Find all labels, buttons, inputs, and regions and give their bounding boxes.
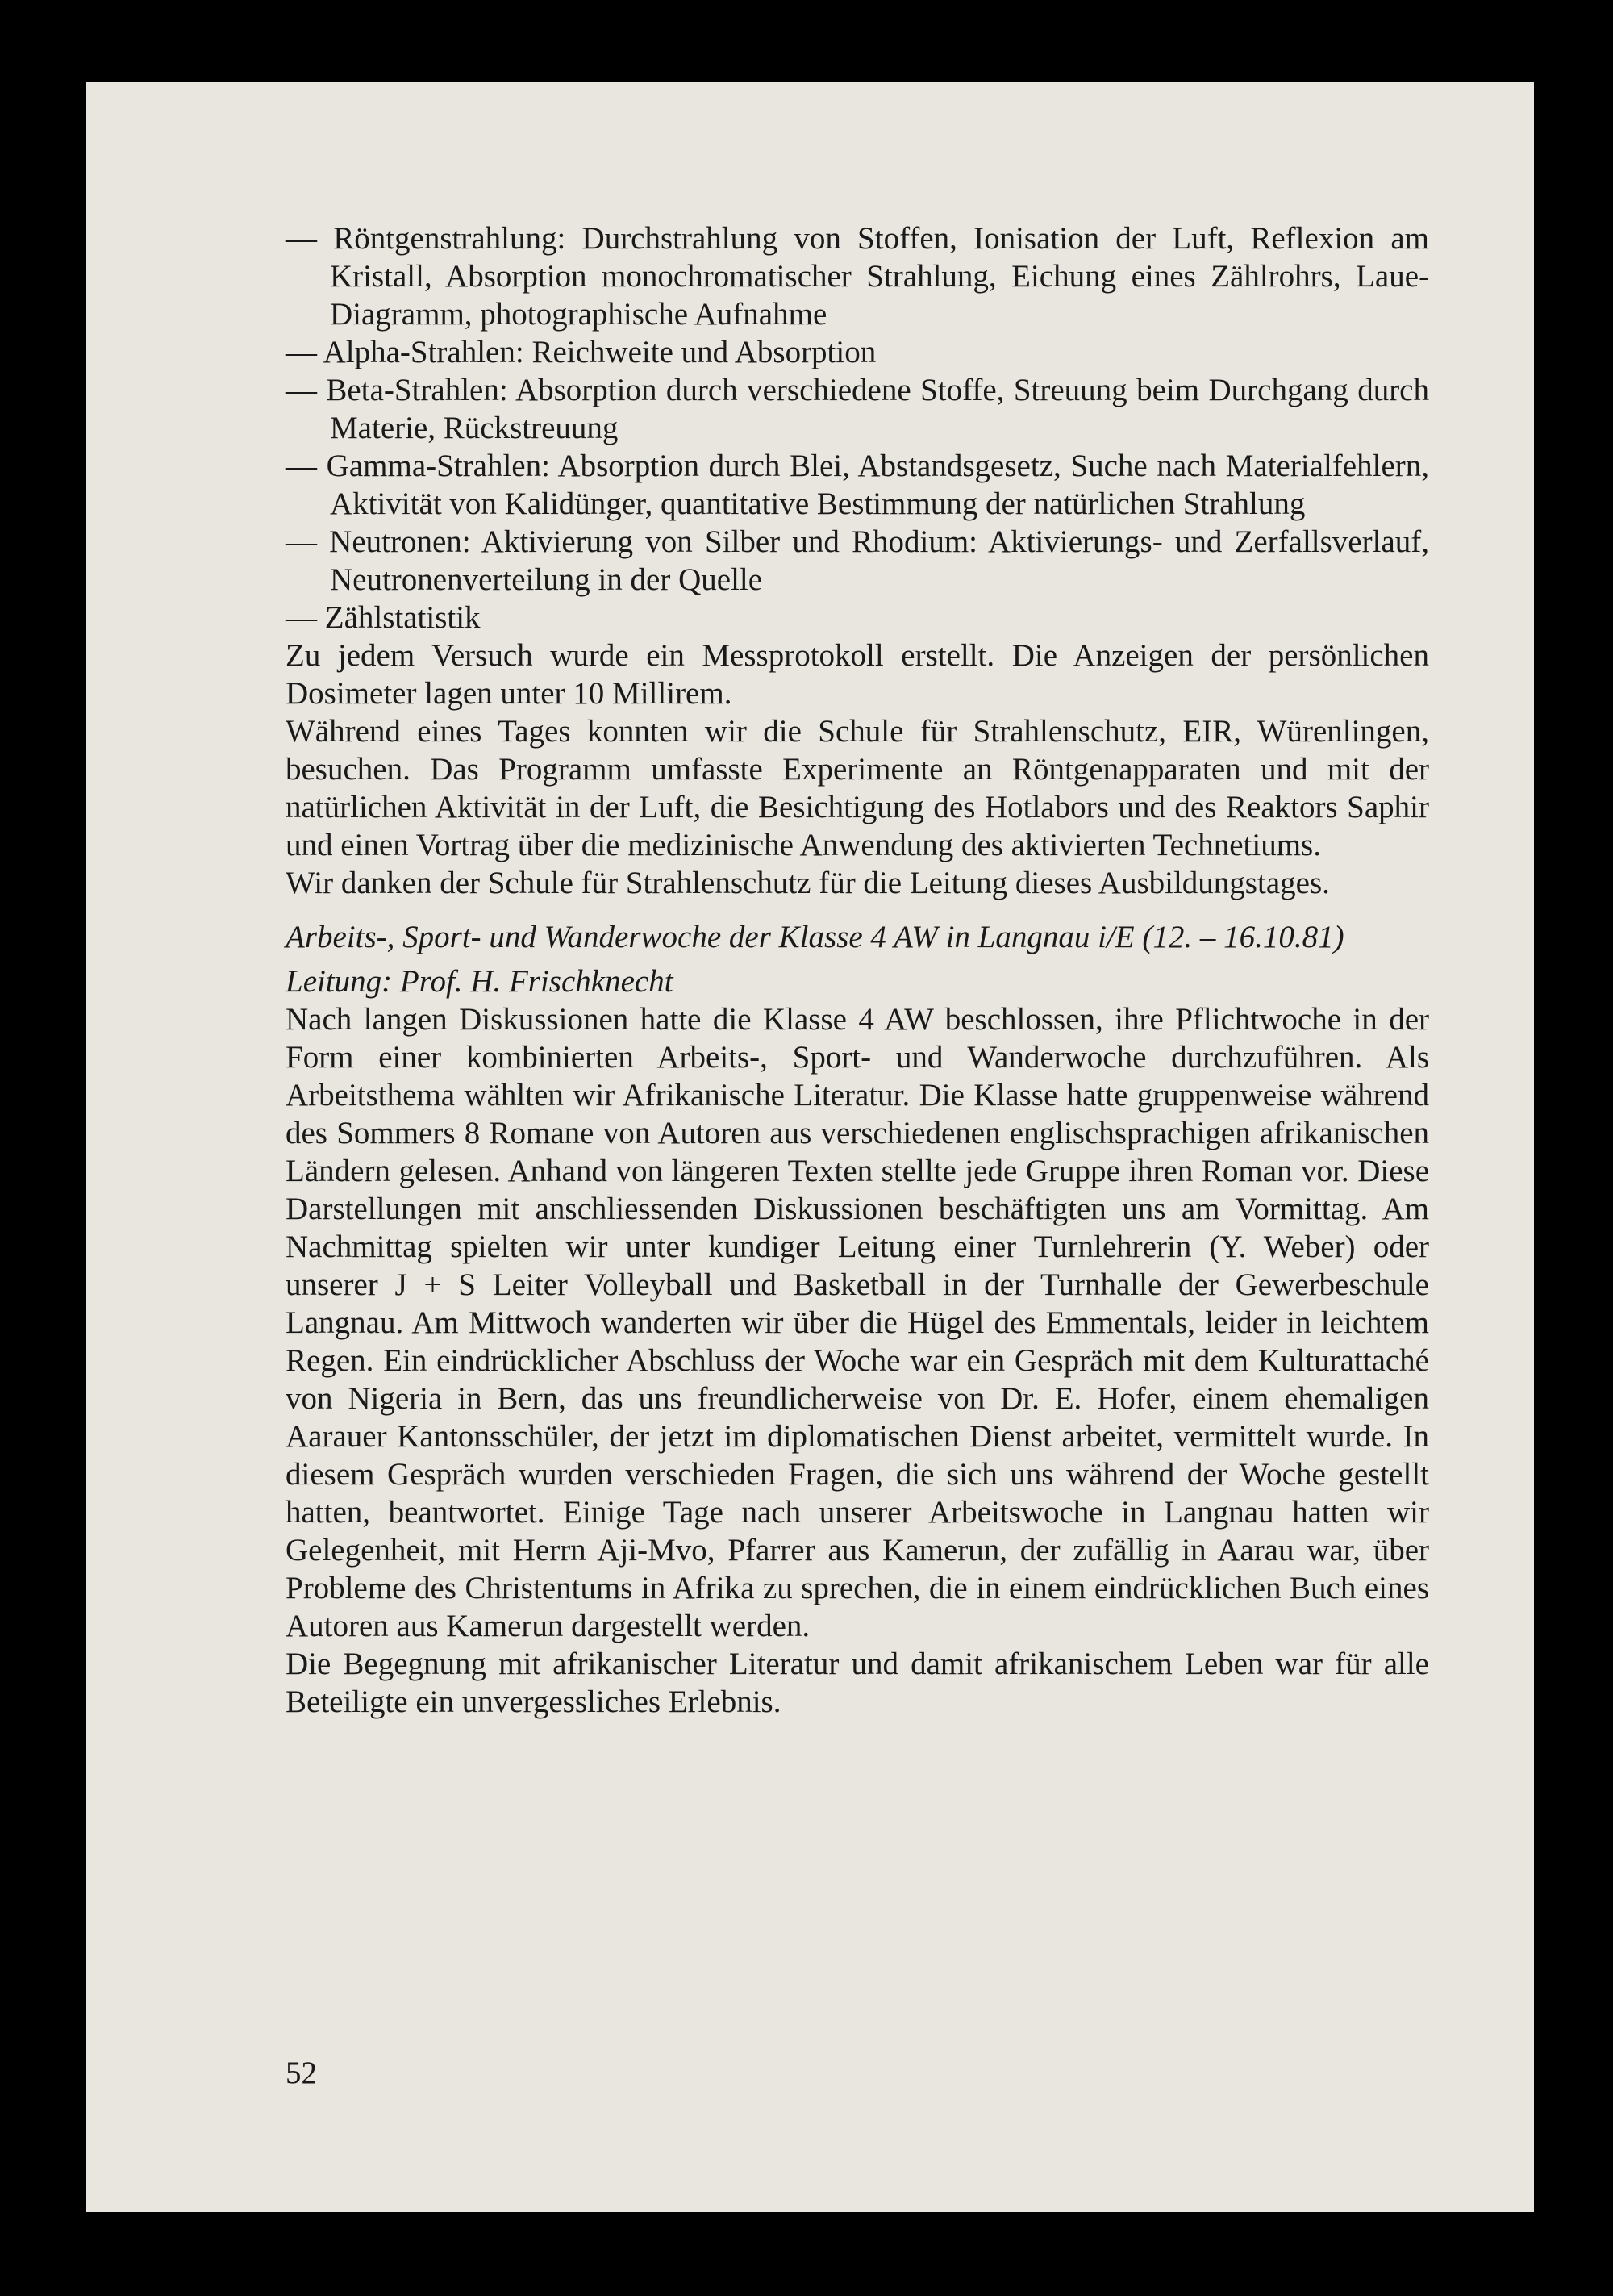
section-leitung: Leitung: Prof. H. Frischknecht (286, 964, 673, 999)
paragraph: Wir danken der Schule für Strahlenschutz für die Leitung dieses Ausbildungstages. (286, 866, 1330, 900)
paragraph: Zu jedem Versuch wurde ein Messprotokoll erstellt. Die Anzeigen der persönlichen Dosimeter lagen unter 10 Millirem. (286, 638, 1429, 711)
list-item: — Röntgenstrahlung: Durchstrahlung von Stoffen, Ionisation der Luft, Reflexion am Kristall, Absorption monochromatischer Strahlung, Eichung eines Zählrohrs, Laue-Diagramm, photographische Aufnahme (286, 221, 1429, 332)
page-number: 52 (286, 2056, 317, 2090)
list-item: — Zählstatistik (286, 600, 481, 635)
list-item: — Neutronen: Aktivierung von Silber und Rhodium: Aktivierungs- und Zerfallsverlauf, Neutronenverteilung in der Quelle (286, 524, 1429, 597)
paragraph: Die Begegnung mit afrikanischer Literatur und damit afrikanischem Leben war für alle Beteiligte ein unvergessliches Erlebnis. (286, 1647, 1429, 1719)
section-title: Arbeits-, Sport- und Wanderwoche der Klasse 4 AW in Langnau i/E (12. – 16.10.81) (286, 920, 1344, 954)
page-content (286, 219, 1429, 1721)
paragraph: Während eines Tages konnten wir die Schule für Strahlenschutz, EIR, Würenlingen, besuchen. Das Programm umfasste Experimente an Röntgenapparaten und mit der natürlichen Aktivität in der Luft, die Besichtigung des Hotlabors und des Reaktors Saphir und einen Vortrag über die medizinische Anwendung des aktivierten Technetiums. (286, 714, 1429, 862)
list-item: — Gamma-Strahlen: Absorption durch Blei, Abstandsgesetz, Suche nach Materialfehlern, Aktivität von Kalidünger, quantitative Bestimmung der natürlichen Strahlung (286, 449, 1429, 521)
list-item: — Beta-Strahlen: Absorption durch verschiedene Stoffe, Streuung beim Durchgang durch Materie, Rückstreuung (286, 373, 1429, 445)
paragraph: Nach langen Diskussionen hatte die Klasse 4 AW beschlossen, ihre Pflichtwoche in der Form einer kombinierten Arbeits-, Sport- und Wanderwoche durchzuführen. Als Arbeitsthema wählten wir Afrikanische Literatur. Die Klasse hatte gruppenweise während des Sommers 8 Romane von Autoren aus verschiedenen englischsprachigen afrikanischen Ländern gelesen. Anhand von längeren Texten stellte jede Gruppe ihren Roman vor. Diese Darstellungen mit anschliessenden Diskussionen beschäftigten uns am Vormittag. Am Nachmittag spielten wir unter kundiger Leitung einer Turnlehrerin (Y. Weber) oder unserer J + S Leiter Volleyball und Basketball in der Turnhalle der Gewerbeschule Langnau. Am Mittwoch wanderten wir über die Hügel des Emmentals, leider in leichtem Regen. Ein eindrücklicher Abschluss der Woche war ein Gespräch mit dem Kulturattaché von Nigeria in Bern, das uns freundlicherweise von Dr. E. Hofer, einem ehemaligen Aarauer Kantonsschüler, der jetzt im diplomatischen Dienst arbeitet, vermittelt wurde. In diesem Gespräch wurden verschieden Fragen, die sich uns während der Woche gestellt hatten, beantwortet. Einige Tage nach unserer Arbeitswoche in Langnau hatten wir Gelegenheit, mit Herrn Aji-Mvo, Pfarrer aus Kamerun, der zufällig in Aarau war, über Probleme des Christentums in Afrika zu sprechen, die in einem eindrücklichen Buch eines Autoren aus Kamerun dargestellt werden. (286, 1002, 1429, 1643)
document-page (86, 82, 1534, 2212)
list-item: — Alpha-Strahlen: Reichweite und Absorption (286, 335, 877, 369)
